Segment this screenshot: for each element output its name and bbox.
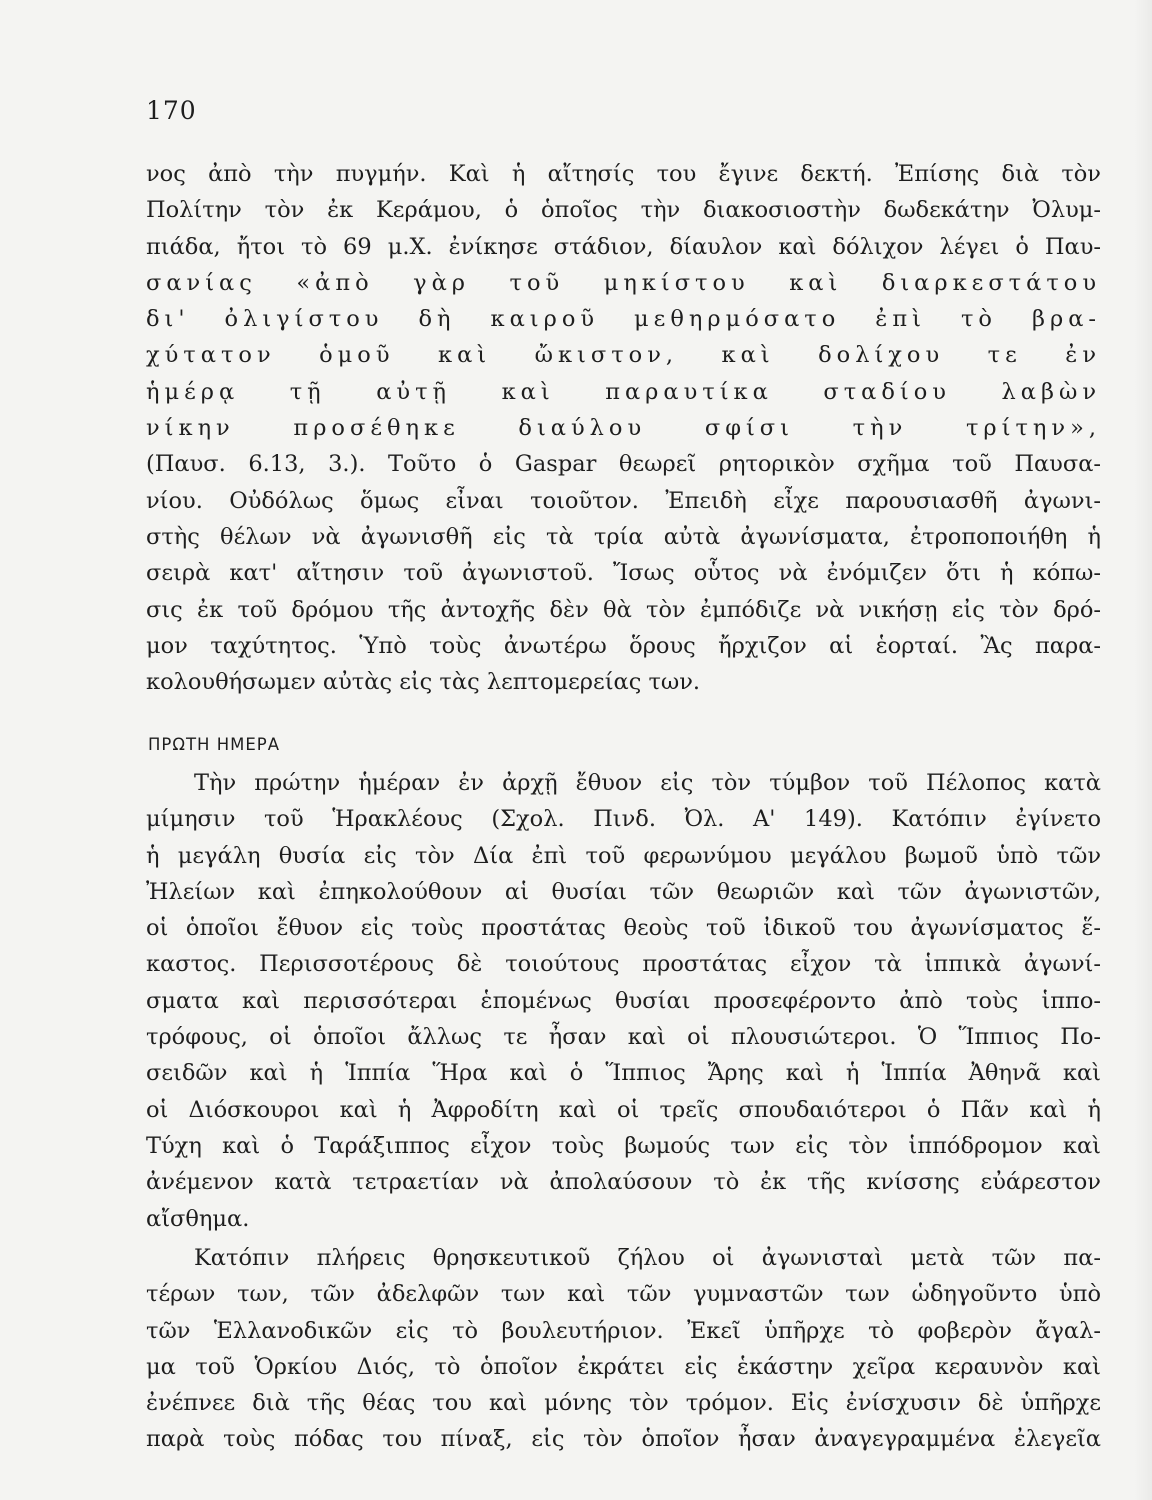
text-line: ἀνέμενον κατὰ τετραετίαν νὰ ἀπολαύσουν τὸ ἐκ τῆς κνίσσης εὐάρεστον bbox=[146, 1169, 1101, 1196]
text-line: τέρων των, τῶν ἀδελφῶν των καὶ τῶν γυμναστῶν των ὡδηγοῦντο ὑπὸ bbox=[146, 1281, 1101, 1308]
quote-line: χύτατον ὁμοῦ καὶ ὤκιστον, καὶ δολίχου τε ἐν bbox=[146, 342, 1101, 369]
text-line: οἱ Διόσκουροι καὶ ἡ Ἀφροδίτη καὶ οἱ τρεῖς σπουδαιότεροι ὁ Πᾶν καὶ ἡ bbox=[146, 1096, 1101, 1123]
text-line: οἱ ὁποῖοι ἔθυον εἰς τοὺς προστάτας θεοὺς τοῦ ἰδικοῦ του ἀγωνίσματος ἕ- bbox=[146, 915, 1101, 942]
text-line: μίμησιν τοῦ Ἡρακλέους (Σχολ. Πινδ. Ὀλ. Α' 149). Κατόπιν ἐγίνετο bbox=[146, 806, 1101, 833]
text-line: νίου. Οὐδόλως ὅμως εἶναι τοιοῦτον. Ἐπειδὴ εἶχε παρουσιασθῆ ἀγωνι- bbox=[146, 487, 1101, 514]
quote-line: νίκην προσέθηκε διαύλου σφίσι τὴν τρίτην», bbox=[146, 415, 1101, 442]
quote-line: σανίας «ἀπὸ γὰρ τοῦ μηκίστου καὶ διαρκεστάτου bbox=[146, 269, 1101, 296]
text-line: αἴσθημα. bbox=[146, 1205, 250, 1232]
page-number: 170 bbox=[146, 96, 197, 125]
text-line: ἐνέπνεε διὰ τῆς θέας του καὶ μόνης τὸν τρόμον. Εἰς ἐνίσχυσιν δὲ ὑπῆρχε bbox=[146, 1390, 1101, 1417]
text-line: καστος. Περισσοτέρους δὲ τοιούτους προστάτας εἶχον τὰ ἱππικὰ ἀγωνί- bbox=[146, 951, 1101, 978]
quote-line: δι' ὀλιγίστου δὴ καιροῦ μεθηρμόσατο ἐπὶ τὸ βρα- bbox=[146, 306, 1101, 333]
text-line: μα τοῦ Ὁρκίου Διός, τὸ ὁποῖον ἐκράτει εἰς ἑκάστην χεῖρα κεραυνὸν καὶ bbox=[146, 1353, 1101, 1380]
text-line: Τύχη καὶ ὁ Ταράξιππος εἶχον τοὺς βωμούς των εἰς τὸν ἱππόδρομον καὶ bbox=[146, 1132, 1101, 1159]
text-line: παρὰ τοὺς πόδας του πίναξ, εἰς τὸν ὁποῖον ἦσαν ἀναγεγραμμένα ἐλεγεῖα bbox=[146, 1426, 1101, 1453]
text-line: σματα καὶ περισσότεραι ἑπομένως θυσίαι προσεφέροντο ἀπὸ τοὺς ἱππο- bbox=[146, 987, 1101, 1014]
text-line: νος ἀπὸ τὴν πυγμήν. Καὶ ἡ αἴτησίς του ἔγινε δεκτή. Ἐπίσης διὰ τὸν bbox=[146, 161, 1101, 187]
text-line: (Παυσ. 6.13, 3.). Τοῦτο ὁ Gaspar θεωρεῖ ρητορικὸν σχῆμα τοῦ Παυσα- bbox=[146, 451, 1101, 478]
text-line: Κατόπιν πλήρεις θρησκευτικοῦ ζήλου οἱ ἀγωνισταὶ μετὰ τῶν πα- bbox=[194, 1245, 1101, 1271]
text-line: Ἠλείων καὶ ἐπηκολούθουν αἱ θυσίαι τῶν θεωριῶν καὶ τῶν ἀγωνιστῶν, bbox=[146, 878, 1101, 905]
text-line: μον ταχύτητος. Ὑπὸ τοὺς ἀνωτέρω ὅρους ἤρχιζον αἱ ἑορταί. Ἂς παρα- bbox=[146, 632, 1101, 659]
text-line: Τὴν πρώτην ἡμέραν ἐν ἀρχῇ ἔθυον εἰς τὸν τύμβον τοῦ Πέλοπος κατὰ bbox=[194, 770, 1101, 796]
text-line: στὴς θέλων νὰ ἀγωνισθῆ εἰς τὰ τρία αὐτὰ ἀγωνίσματα, ἐτροποποιήθη ἡ bbox=[146, 523, 1101, 550]
text-line: σειδῶν καὶ ἡ Ἱππία Ἥρα καὶ ὁ Ἵππιος Ἄρης καὶ ἡ Ἱππία Ἀθηνᾶ καὶ bbox=[146, 1060, 1101, 1087]
section-heading: ΠΡΩΤΗ ΗΜΕΡΑ bbox=[148, 735, 281, 754]
page-edge-shadow bbox=[1134, 0, 1152, 1500]
text-line: πιάδα, ἤτοι τὸ 69 μ.Χ. ἐνίκησε στάδιον, δίαυλον καὶ δόλιχον λέγει ὁ Παυ- bbox=[146, 233, 1101, 260]
quote-line: ἡμέρᾳ τῇ αὐτῇ καὶ παραυτίκα σταδίου λαβὼν bbox=[146, 378, 1101, 405]
text-line: τρόφους, οἱ ὁποῖοι ἄλλως τε ἦσαν καὶ οἱ πλουσιώτεροι. Ὁ Ἵππιος Πο- bbox=[146, 1024, 1101, 1051]
text-line: ἡ μεγάλη θυσία εἰς τὸν Δία ἐπὶ τοῦ φερωνύμου μεγάλου βωμοῦ ὑπὸ τῶν bbox=[146, 842, 1101, 869]
paragraph-3 bbox=[146, 1240, 1101, 1458]
text-line: σις ἐκ τοῦ δρόμου τῆς ἀντοχῆς δὲν θὰ τὸν ἐμπόδιζε νὰ νικήσῃ εἰς τὸν δρό- bbox=[146, 596, 1101, 623]
text-line: κολουθήσωμεν αὐτὰς εἰς τὰς λεπτομερείας των. bbox=[146, 669, 701, 696]
paragraph-2 bbox=[146, 765, 1101, 1237]
paragraph-1 bbox=[146, 156, 1101, 700]
text-line: τῶν Ἑλλανοδικῶν εἰς τὸ βουλευτήριον. Ἐκεῖ ὑπῆρχε τὸ φοβερὸν ἄγαλ- bbox=[146, 1317, 1101, 1344]
text-line: σειρὰ κατ' αἴτησιν τοῦ ἀγωνιστοῦ. Ἴσως οὗτος νὰ ἐνόμιζεν ὅτι ἡ κόπω- bbox=[146, 560, 1101, 587]
text-line: Πολίτην τὸν ἐκ Κεράμου, ὁ ὁποῖος τὴν διακοσιοστὴν δωδεκάτην Ὀλυμ- bbox=[146, 197, 1101, 224]
